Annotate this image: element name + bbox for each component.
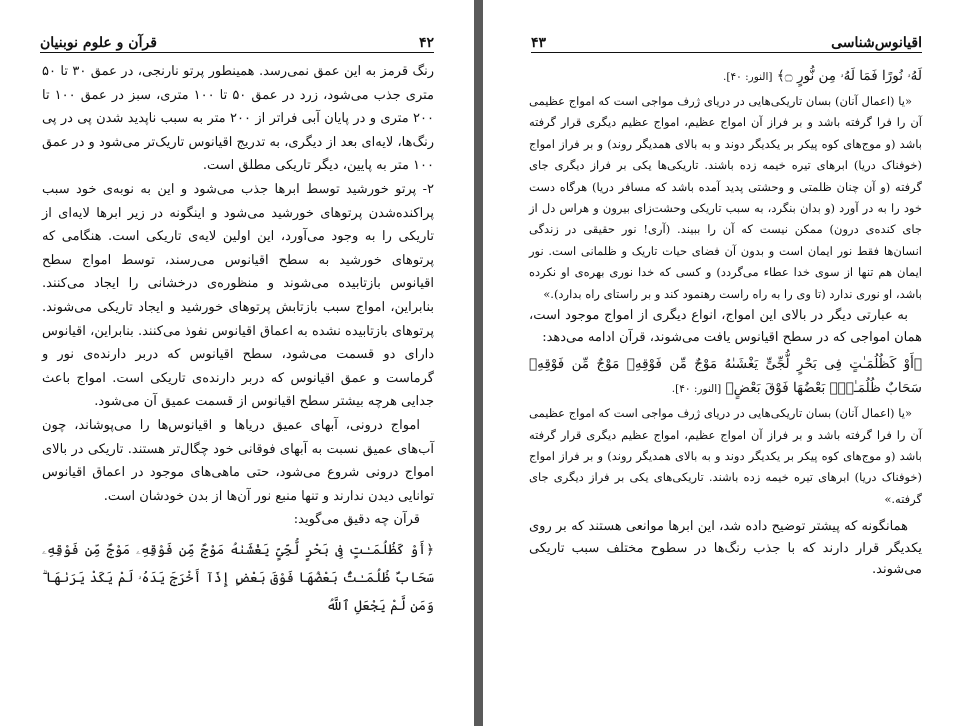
quran-verse [529, 64, 922, 89]
list-item-2: ۲- پرتو خورشید توسط ابرها جذب می‌شود و این به نوبه‌ی خود سبب پراکنده‌شدن پرتوهای خورشید می‌شود و اینگونه در زیر ابرها لایه‌ای از تاریکی را به وجود می‌آورد، این اولین لایه‌ی تاریکی است. هنگامی که پرتوهای خورشید به سطح اقیانوس می‌رسند، توسط امواج سطح اقیانوس بازتابیده می‌شوند و منظوره‌ی درخشانی را ایجاد می‌کنند. بنابراین، امواج سبب بازتابش پرتوهای خورشید و ایجاد تاریکی می‌شوند. پرتوهای بازتابیده نشده به اعماق اقیانوس نفوذ می‌کنند. بنابراین، اقیانوس دارای دو قسمت می‌شود، سطح اقیانوس که دربر دارنده‌ی نور و گرماست و عمق اقیانوس که دربر دارنده‌ی تاریکی است. امواج باعث جدایی هرچه بیشتر سطح اقیانوس از قسمت عمیق آن می‌شود. [42, 181, 434, 410]
right-page-number: ۴۳ [531, 35, 547, 51]
verse-text: ﴿أَوْ كَظُلُمَـٰتٍ فِى بَحْرٍ لُّجِّىٍّ يَغْشَىٰهُ مَوْجٌ مِّن فَوْقِهِۦ مَوْجٌ مِّن فَوْقِهِۦ سَحَابٌ ظُلُمَـٰتٌۢ بَعْضُهَا فَوْقَ بَعْضٍ﴾ [529, 356, 922, 397]
verse-translation: «یا (اعمال آنان) بسان تاریکی‌هایی در دریای ژرف مواجی است که امواج عظیمی آن را فرا گرفته باشد و بر فراز آن امواج عظیم، امواج عظیم دیگری قرار گرفته باشد (و موج‌های کوه پیکر بر یکدیگر دوند و به بالای همدیگر روند) و بر فراز امواج (خوفناک دریا) ابرهای تیره خیمه زده باشند. تاریکی‌های یکی بر فراز دیگری جای گرفته.» [529, 406, 922, 506]
left-page-body [42, 60, 434, 620]
left-page-header [40, 28, 434, 53]
right-page-header [531, 28, 922, 53]
paragraph: رنگ قرمز به این عمق نمی‌رسد. همینطور پرتو نارنجی، در عمق ۳۰ تا ۵۰ متری جذب می‌شود، زرد در عمق ۵۰ تا ۱۰۰ متری، سبز در عمق ۱۰۰ تا ۲۰۰ متری و در پایان آبی فراتر از ۲۰۰ متر به سبب ناپدید شدن پی در پی رنگ‌ها، لایه‌ای بعد از دیگری، به تدریج اقیانوس تاریک‌تر می‌شود و در عمق ۱۰۰ متر به پایین، دیگر تاریکی مطلق است. [42, 64, 435, 174]
paragraph: قرآن چه دقیق می‌گوید: [293, 512, 420, 528]
left-running-title: قرآن و علوم نوبنیان [40, 35, 157, 51]
paragraph: به عبارتی دیگر در بالای این امواج، انواع دیگری از امواج موجود است، همان امواجی که در سطح اقیانوس یافت می‌شوند، قرآن ادامه می‌دهد: [529, 308, 922, 345]
right-running-title: اقیانوس‌شناسی [831, 35, 922, 51]
verse-citation: [النور: ۴۰]. [671, 383, 722, 396]
left-page [0, 0, 474, 726]
paragraph: امواج درونی، آبهای عمیق دریاها و اقیانوس‌ها را می‌پوشاند، چون آب‌های عمیق نسبت به آبهای فوقانی خود چگال‌تر هستند. تاریکی در بالای امواج درونی شروع می‌شود، حتی ماهی‌های موجود در اعماق اقیانوس توانایی دیدن ندارند و تنها منبع نور آن‌ها از بدن خودشان است. [42, 417, 434, 504]
paragraph: همانگونه که پیشتر توضیح داده شد، این ابرها موانعی هستند که بر روی یکدیگر قرار دارند که با جذب رنگ‌ها در سطوح مختلف سبب تاریکی می‌شوند. [529, 519, 922, 578]
verse-translation: «یا (اعمال آنان) بسان تاریکی‌هایی در دریای ژرف مواجی است که امواج عظیمی آن را فرا گرفته باشد و بر فراز آن امواج عظیم، امواج عظیم دیگری قرار گرفته باشد (و موج‌های کوه پیکر بر یکدیگر دوند و به بالای همدیگر روند) و بر فراز امواج (خوفناک دریا) ابرهای تیره خیمه زده باشند. تاریکی‌ها یکی بر فراز دیگری جای گرفته (و آن چنان ظلمتی و وحشتی پدید آمده باشد که مسافر دریا) هرگاه دست خود را به در آورد (و بدان بنگرد، به سبب تاریکی وحشت‌زای بیرون و هراس دل از جای کنده‌ی درون) ممکن نیست که آن را ببیند. (آری! نور حقیقی در زندگی انسان‌ها فقط نور ایمان است و بدون آن فضای حیات تاریک و ظلمانی است. نور ایمان هم تنها از سوی خدا عطاء می‌گردد) و کسی که خدا نوری بهره‌ی او نکرده باشد، او نوری ندارد (تا وی را به راه راست رهنمود کند و بر راستای راه بدارد).» [529, 94, 922, 301]
right-page [483, 0, 964, 726]
quran-verse [529, 352, 922, 401]
verse-text: لَهُۥ نُورًا فَمَا لَهُۥ مِن نُّورٍ ۝﴾ [776, 68, 922, 84]
right-page-body [529, 60, 922, 581]
verse-citation: [النور: ۴۰]. [723, 71, 773, 83]
quran-verse: ﴿أَوْ كَظُلُمَـٰتٍ فِى بَحْرٍ لُّجِّىٍّ يَغْشَىٰهُ مَوْجٌ مِّن فَوْقِهِۦ مَوْجٌ مِّن فَوْقِهِۦ سَحَابٌ ظُلُمَـٰتٌۢ بَعْضُهَا فَوْقَ بَعْضٍ إِذَآ أَخْرَجَ يَدَهُۥ لَمْ يَكَدْ يَرَىٰهَا ۗ وَمَن لَّمْ يَجْعَلِ ٱللَّهُ [42, 541, 434, 614]
book-gutter [474, 0, 483, 726]
left-page-number: ۴۲ [418, 35, 434, 51]
